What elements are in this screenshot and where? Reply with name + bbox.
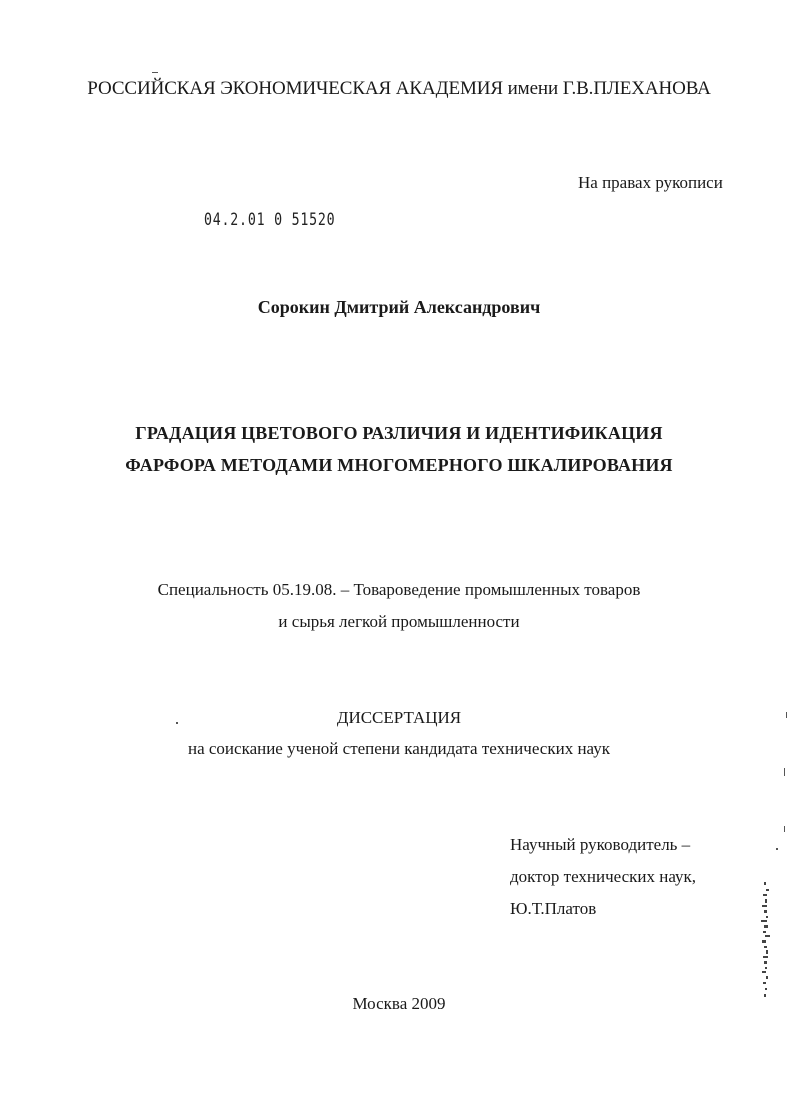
supervisor-degree: доктор технических наук, bbox=[510, 867, 697, 886]
city-year: Москва 2009 bbox=[352, 994, 446, 1013]
dissertation-subheading: на соискание ученой степени кандидата технических наук bbox=[187, 739, 610, 758]
dissertation-heading: ДИССЕРТАЦИЯ bbox=[336, 708, 462, 727]
dissertation-title-line-2: ФАРФОРА МЕТОДАМИ МНОГОМЕРНОГО ШКАЛИРОВАНИЯ bbox=[125, 455, 673, 475]
scan-speck bbox=[176, 722, 178, 724]
supervisor-name: Ю.Т.Платов bbox=[510, 899, 597, 918]
scan-speck bbox=[784, 768, 785, 776]
registration-code-stamp: 04.2.01 0 51520 bbox=[204, 210, 336, 230]
scan-speck bbox=[776, 848, 778, 850]
academy-name: РОССИЙСКАЯ ЭКОНОМИЧЕСКАЯ АКАДЕМИЯ имени Г.В.ПЛЕХАНОВА bbox=[87, 78, 711, 99]
author-name: Сорокин Дмитрий Александрович bbox=[257, 297, 541, 317]
margin-binding-noise bbox=[756, 880, 778, 1000]
rights-note: На правах рукописи bbox=[578, 173, 723, 192]
supervisor-role: Научный руководитель – bbox=[510, 835, 691, 854]
scan-speck bbox=[786, 712, 787, 718]
dissertation-title-line-1: ГРАДАЦИЯ ЦВЕТОВОГО РАЗЛИЧИЯ И ИДЕНТИФИКАЦИЯ bbox=[135, 423, 663, 443]
scan-speck bbox=[784, 826, 785, 832]
specialty-line-1: Специальность 05.19.08. – Товароведение промышленных товаров bbox=[157, 580, 641, 599]
specialty-line-2: и сырья легкой промышленности bbox=[278, 612, 520, 631]
scan-speck bbox=[152, 72, 158, 73]
